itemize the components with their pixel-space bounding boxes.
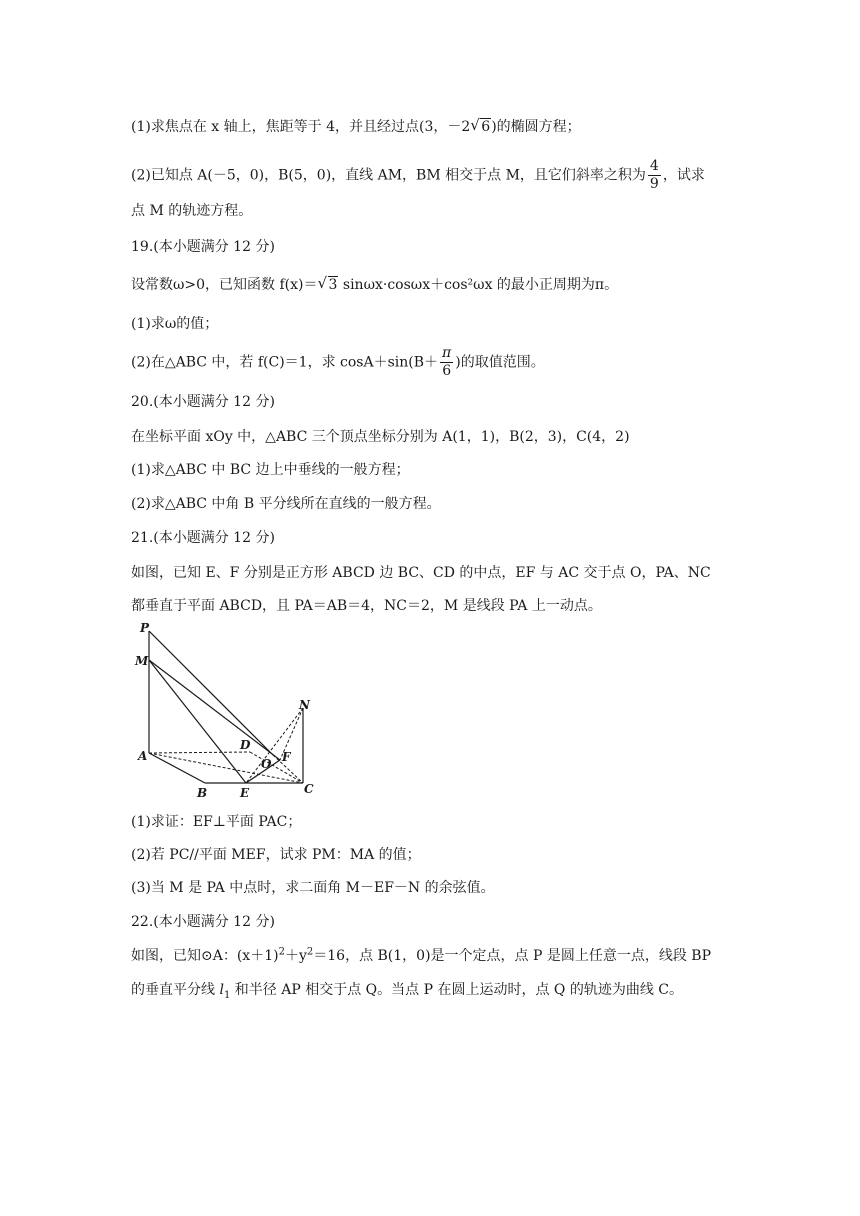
label-E: E	[240, 786, 250, 800]
q19-part2: (2)在△ABC 中，若 f(C)＝1，求 cosA＋sin(B＋ $\frac{\pi}{6}$ )的取值范围。	[131, 345, 545, 379]
q20-heading: 20.(本小题满分 12 分)	[131, 394, 275, 410]
sqrt-6: √ 6	[470, 116, 491, 135]
q18-part1: (1)求焦点在 x 轴上，焦距等于 4，并且经过点(3，－2 √ 6)的椭圆方程；	[131, 116, 581, 135]
label-M: M	[135, 654, 149, 668]
label-D: D	[240, 738, 251, 752]
q21-stem-line2: 都垂直于平面 ABCD，且 PA＝AB＝4，NC＝2，M 是线段 PA 上一动点。	[131, 598, 602, 614]
q20-part1: (1)求△ABC 中 BC 边上中垂线的一般方程；	[131, 462, 410, 478]
q22-stem-line2: 的垂直平分线 $l_1$ 和半径 AP 相交于点 Q。当点 P 在圆上运动时，点 Q 的轨迹为曲线 C。	[131, 982, 683, 1001]
q21-part3: (3)当 M 是 PA 中点时，求二面角 M－EF－N 的余弦值。	[131, 880, 495, 896]
q19-stem: 设常数ω>0，已知函数 f(x)＝ √ 3 sinωx·cosωx＋cos²ωx 的最小正周期为π。	[131, 274, 619, 293]
label-A: A	[138, 749, 148, 763]
q21-part2: (2)若 PC//平面 MEF，试求 PM：MA 的值；	[131, 847, 421, 863]
label-P: P	[140, 621, 150, 635]
label-O: O	[261, 757, 272, 771]
q21-stem-line1: 如图，已知 E、F 分别是正方形 ABCD 边 BC、CD 的中点，EF 与 AC 交于点 O，PA、NC	[131, 565, 711, 581]
q19-part1: (1)求ω的值；	[131, 316, 219, 332]
q21-heading: 21.(本小题满分 12 分)	[131, 530, 275, 546]
q18-part2-cont: 点 M 的轨迹方程。	[131, 203, 253, 219]
q18-part2: (2)已知点 A(－5，0)，B(5，0)，直线 AM，BM 相交于点 M，且它们斜率之积为 $\frac{4}{9}$ ，试求	[131, 158, 705, 192]
sqrt-3: √ 3	[317, 274, 338, 293]
q19-heading: 19.(本小题满分 12 分)	[131, 239, 275, 255]
label-C: C	[304, 782, 314, 796]
q21-part1: (1)求证：EF⊥平面 PAC；	[131, 814, 302, 830]
fraction-4-9: $\frac{4}{9}$	[649, 158, 659, 192]
label-N: N	[299, 698, 310, 712]
q20-stem: 在坐标平面 xOy 中，△ABC 三个顶点坐标分别为 A(1，1)，B(2，3)，C(4，2)	[131, 429, 630, 445]
label-F: F	[282, 750, 291, 764]
fraction-pi-6: $\frac{\pi}{6}$	[442, 345, 452, 379]
label-B: B	[197, 786, 208, 800]
q22-heading: 22.(本小题满分 12 分)	[131, 914, 275, 930]
q22-stem-line1: 如图，已知⊙A：$(x+1)^2+y^2=16$，点 B(1，0)是一个定点，点 P 是圆上任意一点，线段 BP	[131, 946, 712, 964]
geometry-figure	[130, 620, 330, 800]
q20-part2: (2)求△ABC 中角 B 平分线所在直线的一般方程。	[131, 496, 441, 512]
